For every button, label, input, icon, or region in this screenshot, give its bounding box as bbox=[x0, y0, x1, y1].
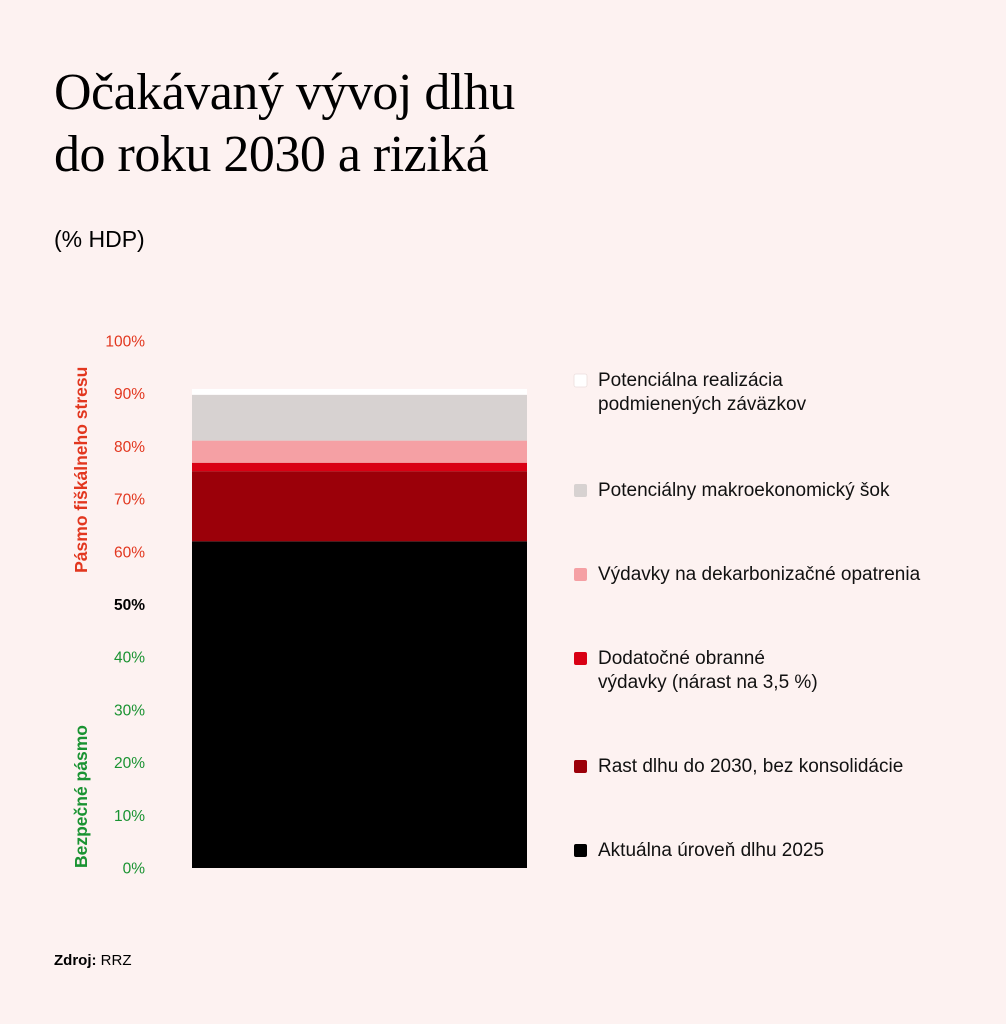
safe-zone-label: Bezpečné pásmo bbox=[71, 725, 91, 868]
legend-marker-0 bbox=[574, 374, 587, 387]
y-tick-label: 60% bbox=[113, 544, 145, 562]
y-tick-label: 40% bbox=[113, 649, 145, 667]
y-tick-label: 10% bbox=[113, 807, 145, 825]
chart-title bbox=[54, 62, 515, 186]
bar-segment-5 bbox=[192, 389, 527, 395]
y-tick-label: 80% bbox=[113, 438, 145, 456]
legend-marker-2 bbox=[574, 568, 587, 581]
legend-label-4: Rast dlhu do 2030, bez konsolidácie bbox=[598, 756, 904, 777]
y-tick-label: 90% bbox=[113, 386, 145, 404]
bar-segment-3 bbox=[192, 441, 527, 463]
bar-segment-1 bbox=[192, 471, 527, 541]
bar-segment-4 bbox=[192, 395, 527, 441]
legend-marker-4 bbox=[574, 760, 587, 773]
stacked-bar-chart bbox=[0, 300, 1006, 920]
legend-label-0: Potenciálna realizácia bbox=[598, 370, 783, 391]
legend-label-5: Aktuálna úroveň dlhu 2025 bbox=[598, 840, 825, 861]
y-tick-label: 30% bbox=[113, 702, 145, 720]
source-note bbox=[54, 952, 132, 969]
chart-title-line-2: do roku 2030 a riziká bbox=[54, 126, 489, 183]
source-value: RRZ bbox=[100, 952, 132, 969]
bar-segment-2 bbox=[192, 463, 527, 471]
legend-marker-1 bbox=[574, 484, 587, 497]
source-label: Zdroj: bbox=[54, 952, 97, 969]
chart-title-line-1: Očakávaný vývoj dlhu bbox=[54, 64, 515, 121]
y-tick-label: 100% bbox=[105, 333, 145, 351]
stress-zone-label: Pásmo fiškálneho stresu bbox=[71, 366, 91, 573]
bar-segment-0 bbox=[192, 541, 527, 868]
y-tick-label: 70% bbox=[113, 491, 145, 509]
legend-label-2: Výdavky na dekarbonizačné opatrenia bbox=[598, 564, 921, 585]
y-tick-label: 0% bbox=[122, 860, 145, 878]
legend-label-1: Potenciálny makroekonomický šok bbox=[598, 480, 890, 501]
y-tick-label: 50% bbox=[113, 597, 145, 614]
legend-marker-5 bbox=[574, 844, 587, 857]
legend-marker-3 bbox=[574, 652, 587, 665]
legend-label-0: podmienených záväzkov bbox=[598, 394, 807, 415]
chart-subtitle: (% HDP) bbox=[54, 226, 145, 252]
legend-label-3: výdavky (nárast na 3,5 %) bbox=[598, 672, 818, 693]
legend-label-3: Dodatočné obranné bbox=[598, 648, 765, 669]
y-tick-label: 20% bbox=[113, 755, 145, 773]
